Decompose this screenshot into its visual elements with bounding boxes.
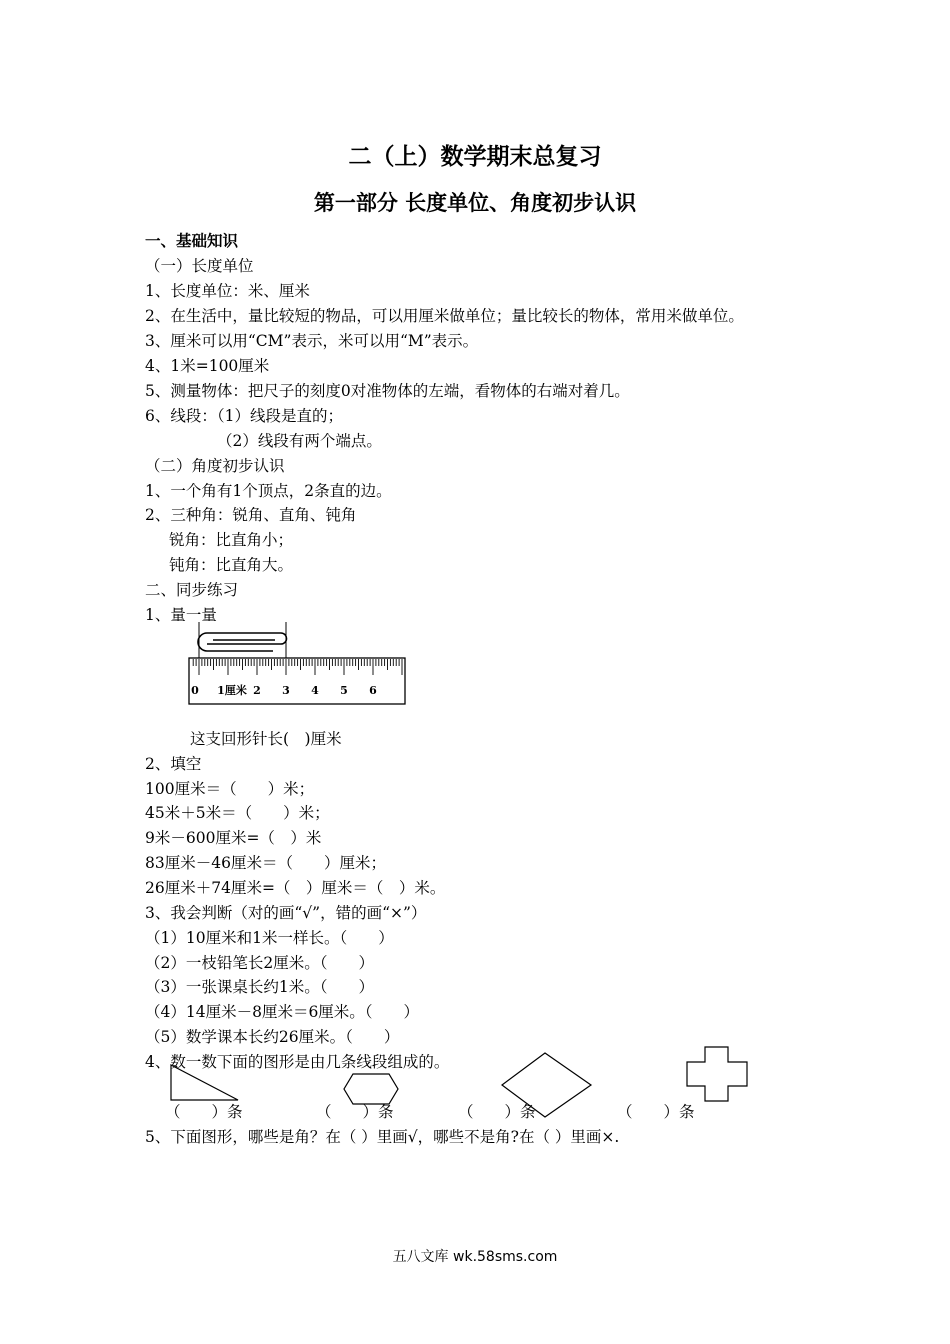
q3-item: （2）一枝铅笔长2厘米。（ ） xyxy=(145,954,374,972)
q3-item: （4）14厘米－8厘米＝6厘米。（ ） xyxy=(145,1003,420,1021)
ruler-with-paperclip-figure xyxy=(185,622,410,707)
paperclip-icon xyxy=(198,633,287,651)
triangle-shape xyxy=(171,1065,238,1100)
angle-item: 锐角：比直角小； xyxy=(169,531,294,549)
q4-blank: （ ）条 xyxy=(617,1103,695,1121)
section-heading-practice: 二、同步练习 xyxy=(145,581,239,599)
q3-heading: 3、我会判断（对的画“√”，错的画“×”） xyxy=(145,904,427,922)
ruler-label-6: 6 xyxy=(369,684,377,697)
q1-heading: 1、量一量 xyxy=(145,606,217,624)
q2-item: 9米－600厘米=（ ）米 xyxy=(145,829,322,847)
q2-item: 100厘米＝（ ）米； xyxy=(145,780,315,798)
ruler-label-1: 1厘米 xyxy=(217,684,247,697)
footer-watermark: 五八文库 wk.58sms.com xyxy=(392,1249,558,1265)
q4-blank: （ ）条 xyxy=(165,1103,243,1121)
length-item: 2、在生活中，量比较短的物品，可以用厘米做单位；量比较长的物体，常用米做单位。 xyxy=(145,307,744,325)
cross-shape xyxy=(687,1047,747,1101)
q2-item: 45米＋5米＝（ ）米； xyxy=(145,804,330,822)
length-item: 6、线段：（1）线段是直的； xyxy=(145,407,343,425)
q3-item: （5）数学课本长约26厘米。（ ） xyxy=(145,1028,400,1046)
length-item: 5、测量物体：把尺子的刻度0对准物体的左端，看物体的右端对着几。 xyxy=(145,382,630,400)
length-item: 1、长度单位：米、厘米 xyxy=(145,282,310,300)
q2-item: 26厘米＋74厘米=（ ）厘米＝（ ）米。 xyxy=(145,879,446,897)
subsection-heading-length: （一）长度单位 xyxy=(145,257,254,275)
page-title: 二（上）数学期末总复习 xyxy=(348,143,602,170)
q3-item: （1）10厘米和1米一样长。（ ） xyxy=(145,929,394,947)
angle-item: 1、一个角有1个顶点，2条直的边。 xyxy=(145,482,392,500)
page-subtitle: 第一部分 长度单位、角度初步认识 xyxy=(313,190,637,215)
angle-item: 钝角：比直角大。 xyxy=(169,556,294,574)
q4-blank: （ ）条 xyxy=(316,1103,394,1121)
length-item: 4、1米=100厘米 xyxy=(145,357,270,375)
ruler-label-3: 3 xyxy=(282,684,290,697)
q4-heading: 4、数一数下面的图形是由几条线段组成的。 xyxy=(145,1053,450,1071)
length-item: 3、厘米可以用“CM”表示，米可以用“M”表示。 xyxy=(145,332,479,350)
length-item: （2）线段有两个端点。 xyxy=(217,432,382,450)
section-heading-basics: 一、基础知识 xyxy=(145,231,239,250)
ruler-label-0: 0 xyxy=(191,684,199,697)
angle-item: 2、三种角：锐角、直角、钝角 xyxy=(145,506,357,524)
ruler-label-2: 2 xyxy=(253,684,261,697)
q1-answer: 这支回形针长( )厘米 xyxy=(190,730,342,748)
subsection-heading-angle: （二）角度初步认识 xyxy=(145,457,285,475)
q4-blank: （ ）条 xyxy=(458,1103,536,1121)
q2-item: 83厘米－46厘米＝（ ）厘米； xyxy=(145,854,386,872)
ruler-label-4: 4 xyxy=(311,684,319,697)
q2-heading: 2、填空 xyxy=(145,755,202,773)
q5-heading: 5、下面图形，哪些是角？在（ ）里画√，哪些不是角?在（ ）里画×. xyxy=(145,1128,620,1146)
ruler-label-5: 5 xyxy=(340,684,348,697)
q3-item: （3）一张课桌长约1米。（ ） xyxy=(145,978,374,996)
